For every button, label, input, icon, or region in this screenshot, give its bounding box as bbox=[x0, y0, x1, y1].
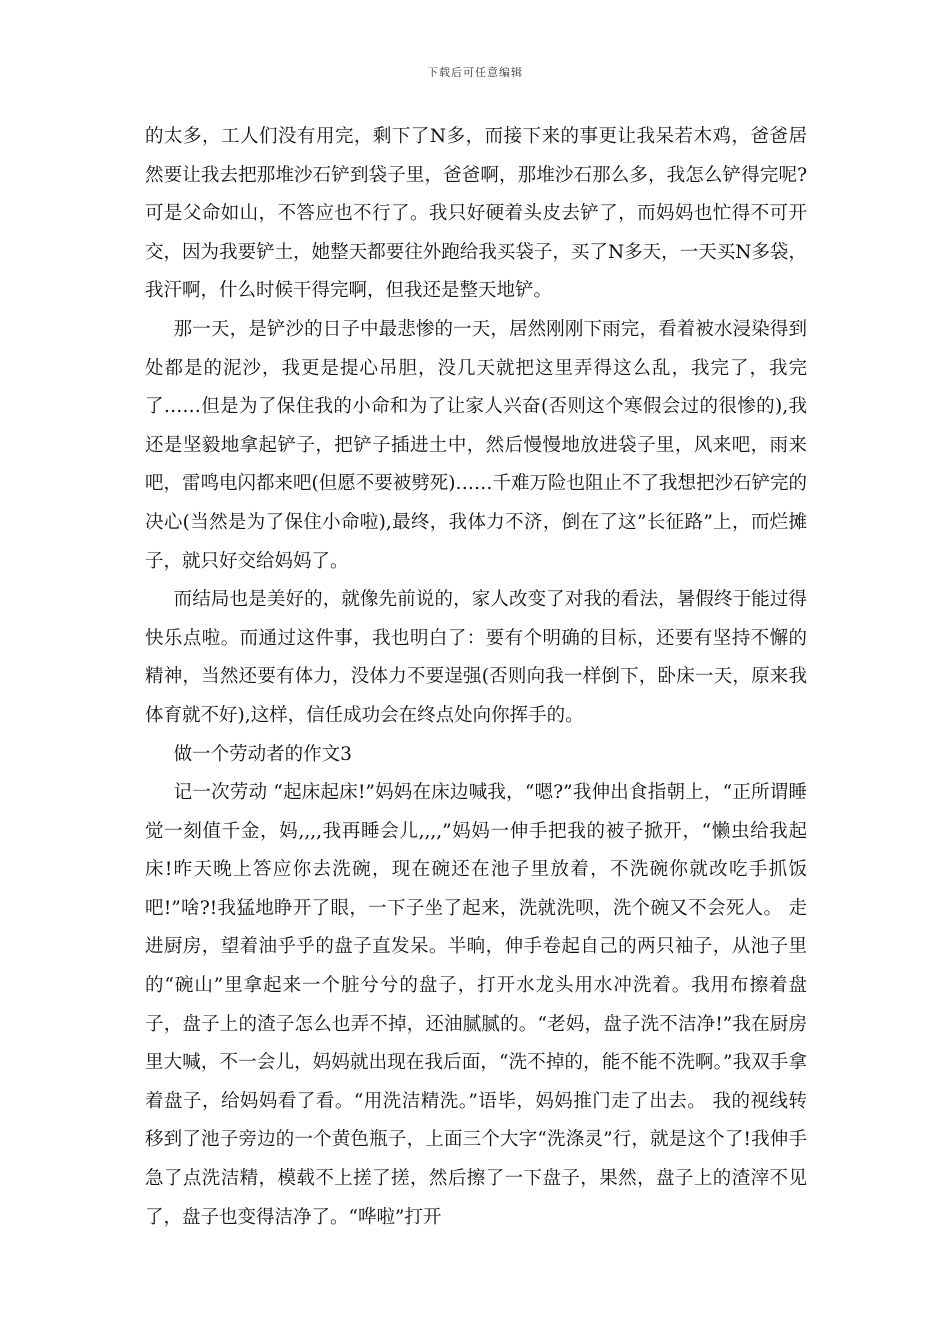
section-heading: 做一个劳动者的作文3 bbox=[173, 743, 352, 765]
paragraph-1: 的太多，工人们没有用完，剩下了N多，而接下来的事更让我呆若木鸡，爸爸居然要让我去把那堆沙石铲到袋子里，爸爸啊，那堆沙石那么多，我怎么铲得完呢?可是父命如山，不答应也不行了。我只好硬着头皮去铲了，而妈妈也忙得不可开交，因为我要铲土，她整天都要往外跑给我买袋子，买了N多天，一天买N多袋，我汗啊，什么时候干得完啊，但我还是整天地铲。 bbox=[145, 126, 807, 302]
paragraph-4: 记一次劳动 “起床起床!”妈妈在床边喊我，“嗯?”我伸出食指朝上，“正所谓睡觉一刻值千金，妈,,,,我再睡会儿,,,,”妈妈一伸手把我的被子掀开，“懒虫给我起床!昨天晚上答应你去洗碗，现在碗还在池子里放着，不洗碗你就改吃手抓饭吧!”啥?!我猛地睁开了眼，一下子坐了起来，洗就洗呗，洗个碗又不会死人。 走进厨房，望着油乎乎的盘子直发呆。半晌，伸手卷起自己的两只袖子，从池子里的“碗山”里拿起来一个脏兮兮的盘子，打开水龙头用水冲洗着。我用布擦着盘子，盘子上的渣子怎么也弄不掉，还油腻腻的。“老妈，盘子洗不洁净!”我在厨房里大喊，不一会儿，妈妈就出现在我后面，“洗不掉的，能不能不洗啊。”我双手拿着盘子，给妈妈看了看。“用洗洁精洗。”语毕，妈妈推门走了出去。 我的视线转移到了池子旁边的一个黄色瓶子，上面三个大字“洗涤灵”行，就是这个了!我伸手急了点洗洁精，模载不上搓了搓，然后擦了一下盘子，果然，盘子上的渣滓不见了，盘子也变得洁净了。“哗啦”打开 bbox=[145, 782, 807, 1228]
paragraph-2: 那一天，是铲沙的日子中最悲惨的一天，居然刚刚下雨完，看着被水浸染得到处都是的泥沙，我更是提心吊胆，没几天就把这里弄得这么乱，我完了，我完了……但是为了保住我的小命和为了让家人兴奋(否则这个寒假会过的很惨的),我还是坚毅地拿起铲子，把铲子插进土中，然后慢慢地放进袋子里，风来吧，雨来吧，雷鸣电闪都来吧(但愿不要被劈死)……千难万险也阻止不了我想把沙石铲完的决心(当然是为了保住小命啦),最终，我体力不济，倒在了这”长征路”上，而烂摊子，就只好交给妈妈了。 bbox=[145, 318, 807, 572]
document-body bbox=[145, 118, 807, 1237]
page-header: 下载后可任意编辑 bbox=[427, 66, 523, 79]
paragraph-3: 而结局也是美好的，就像先前说的，家人改变了对我的看法，暑假终于能过得快乐点啦。而通过这件事，我也明白了：要有个明确的目标，还要有坚持不懈的精神，当然还要有体力，没体力不要逞强(否则向我一样倒下，卧床一天，原来我体育就不好),这样，信任成功会在终点处向你挥手的。 bbox=[145, 589, 807, 726]
